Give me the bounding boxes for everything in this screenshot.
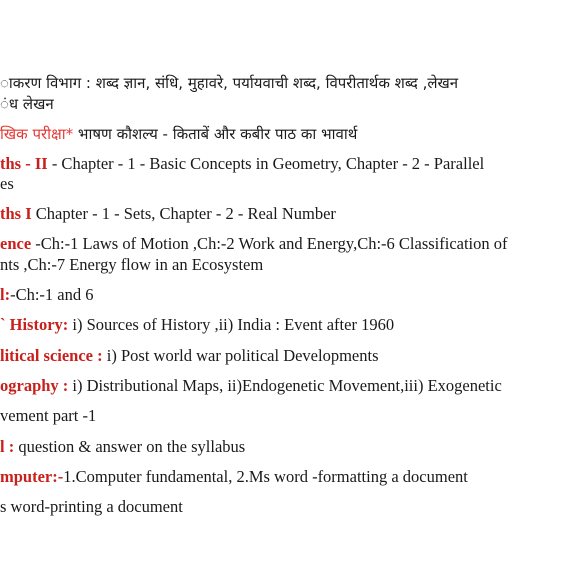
oral-qa-heading: l : (0, 437, 15, 456)
history-line (0, 315, 394, 335)
line-text: Chapter - 1 - Sets, Chapter - 2 - Real Number (31, 204, 336, 223)
line-text: -Ch:-1 and 6 (10, 285, 94, 304)
geography-heading: ography : (0, 376, 69, 395)
maths-ii-heading: ths - II (0, 154, 48, 173)
maths-i-heading: ths I (0, 204, 32, 223)
history-heading: ` History: (0, 315, 69, 334)
political-science-heading: litical science : (0, 346, 103, 365)
science-heading: ence (0, 234, 32, 253)
oral-exam-heading: खिक परीक्षा* (0, 125, 74, 143)
line-text: vement part -1 (0, 406, 97, 425)
line-text: 1.Computer fundamental, 2.Ms word -formatting a document (63, 467, 468, 486)
hindi-grammar-line (0, 73, 458, 93)
line-text: i) Sources of History ,ii) India : Event after 1960 (68, 315, 395, 334)
line-text: s word-printing a document (0, 497, 183, 516)
hindi-essay-line (0, 94, 54, 114)
line-text: nts ,Ch:-7 Energy flow in an Ecosystem (0, 255, 264, 274)
computer-line (0, 467, 468, 487)
computer-heading: mputer:- (0, 467, 64, 486)
maths-ii-line (0, 154, 484, 174)
line-text: question & answer on the syllabus (14, 437, 246, 456)
line-text: ाकरण विभाग : शब्द ज्ञान, संधि, मुहावरे, पर्यायवाची शब्द, विपरीतार्थक शब्द ,लेखन (0, 74, 459, 92)
science-continuation (0, 255, 263, 275)
maths-ii-continuation (0, 174, 14, 194)
line-text: ंध लेखन (0, 95, 54, 113)
line-text: es (0, 174, 14, 193)
geography-line (0, 376, 502, 396)
line-text: - Chapter - 1 - Basic Concepts in Geometry, Chapter - 2 - Parallel (47, 154, 485, 173)
line-text: i) Distributional Maps, ii)Endogenetic Movement,iii) Exogenetic (68, 376, 502, 395)
line-text: i) Post world war political Developments (102, 346, 379, 365)
oral-qa-line (0, 437, 245, 457)
political-science-line (0, 346, 379, 366)
geography-continuation (0, 406, 96, 426)
computer-continuation (0, 497, 183, 517)
maths-i-line (0, 204, 336, 224)
line-text: भाषण कौशल्य - किताबें और कबीर पाठ का भावार्थ (73, 125, 358, 143)
oral-exam-line (0, 124, 357, 144)
practical-heading: l: (0, 285, 11, 304)
practical-line (0, 285, 94, 305)
line-text: -Ch:-1 Laws of Motion ,Ch:-2 Work and Energy,Ch:-6 Classification of (31, 234, 508, 253)
science-line (0, 234, 508, 254)
